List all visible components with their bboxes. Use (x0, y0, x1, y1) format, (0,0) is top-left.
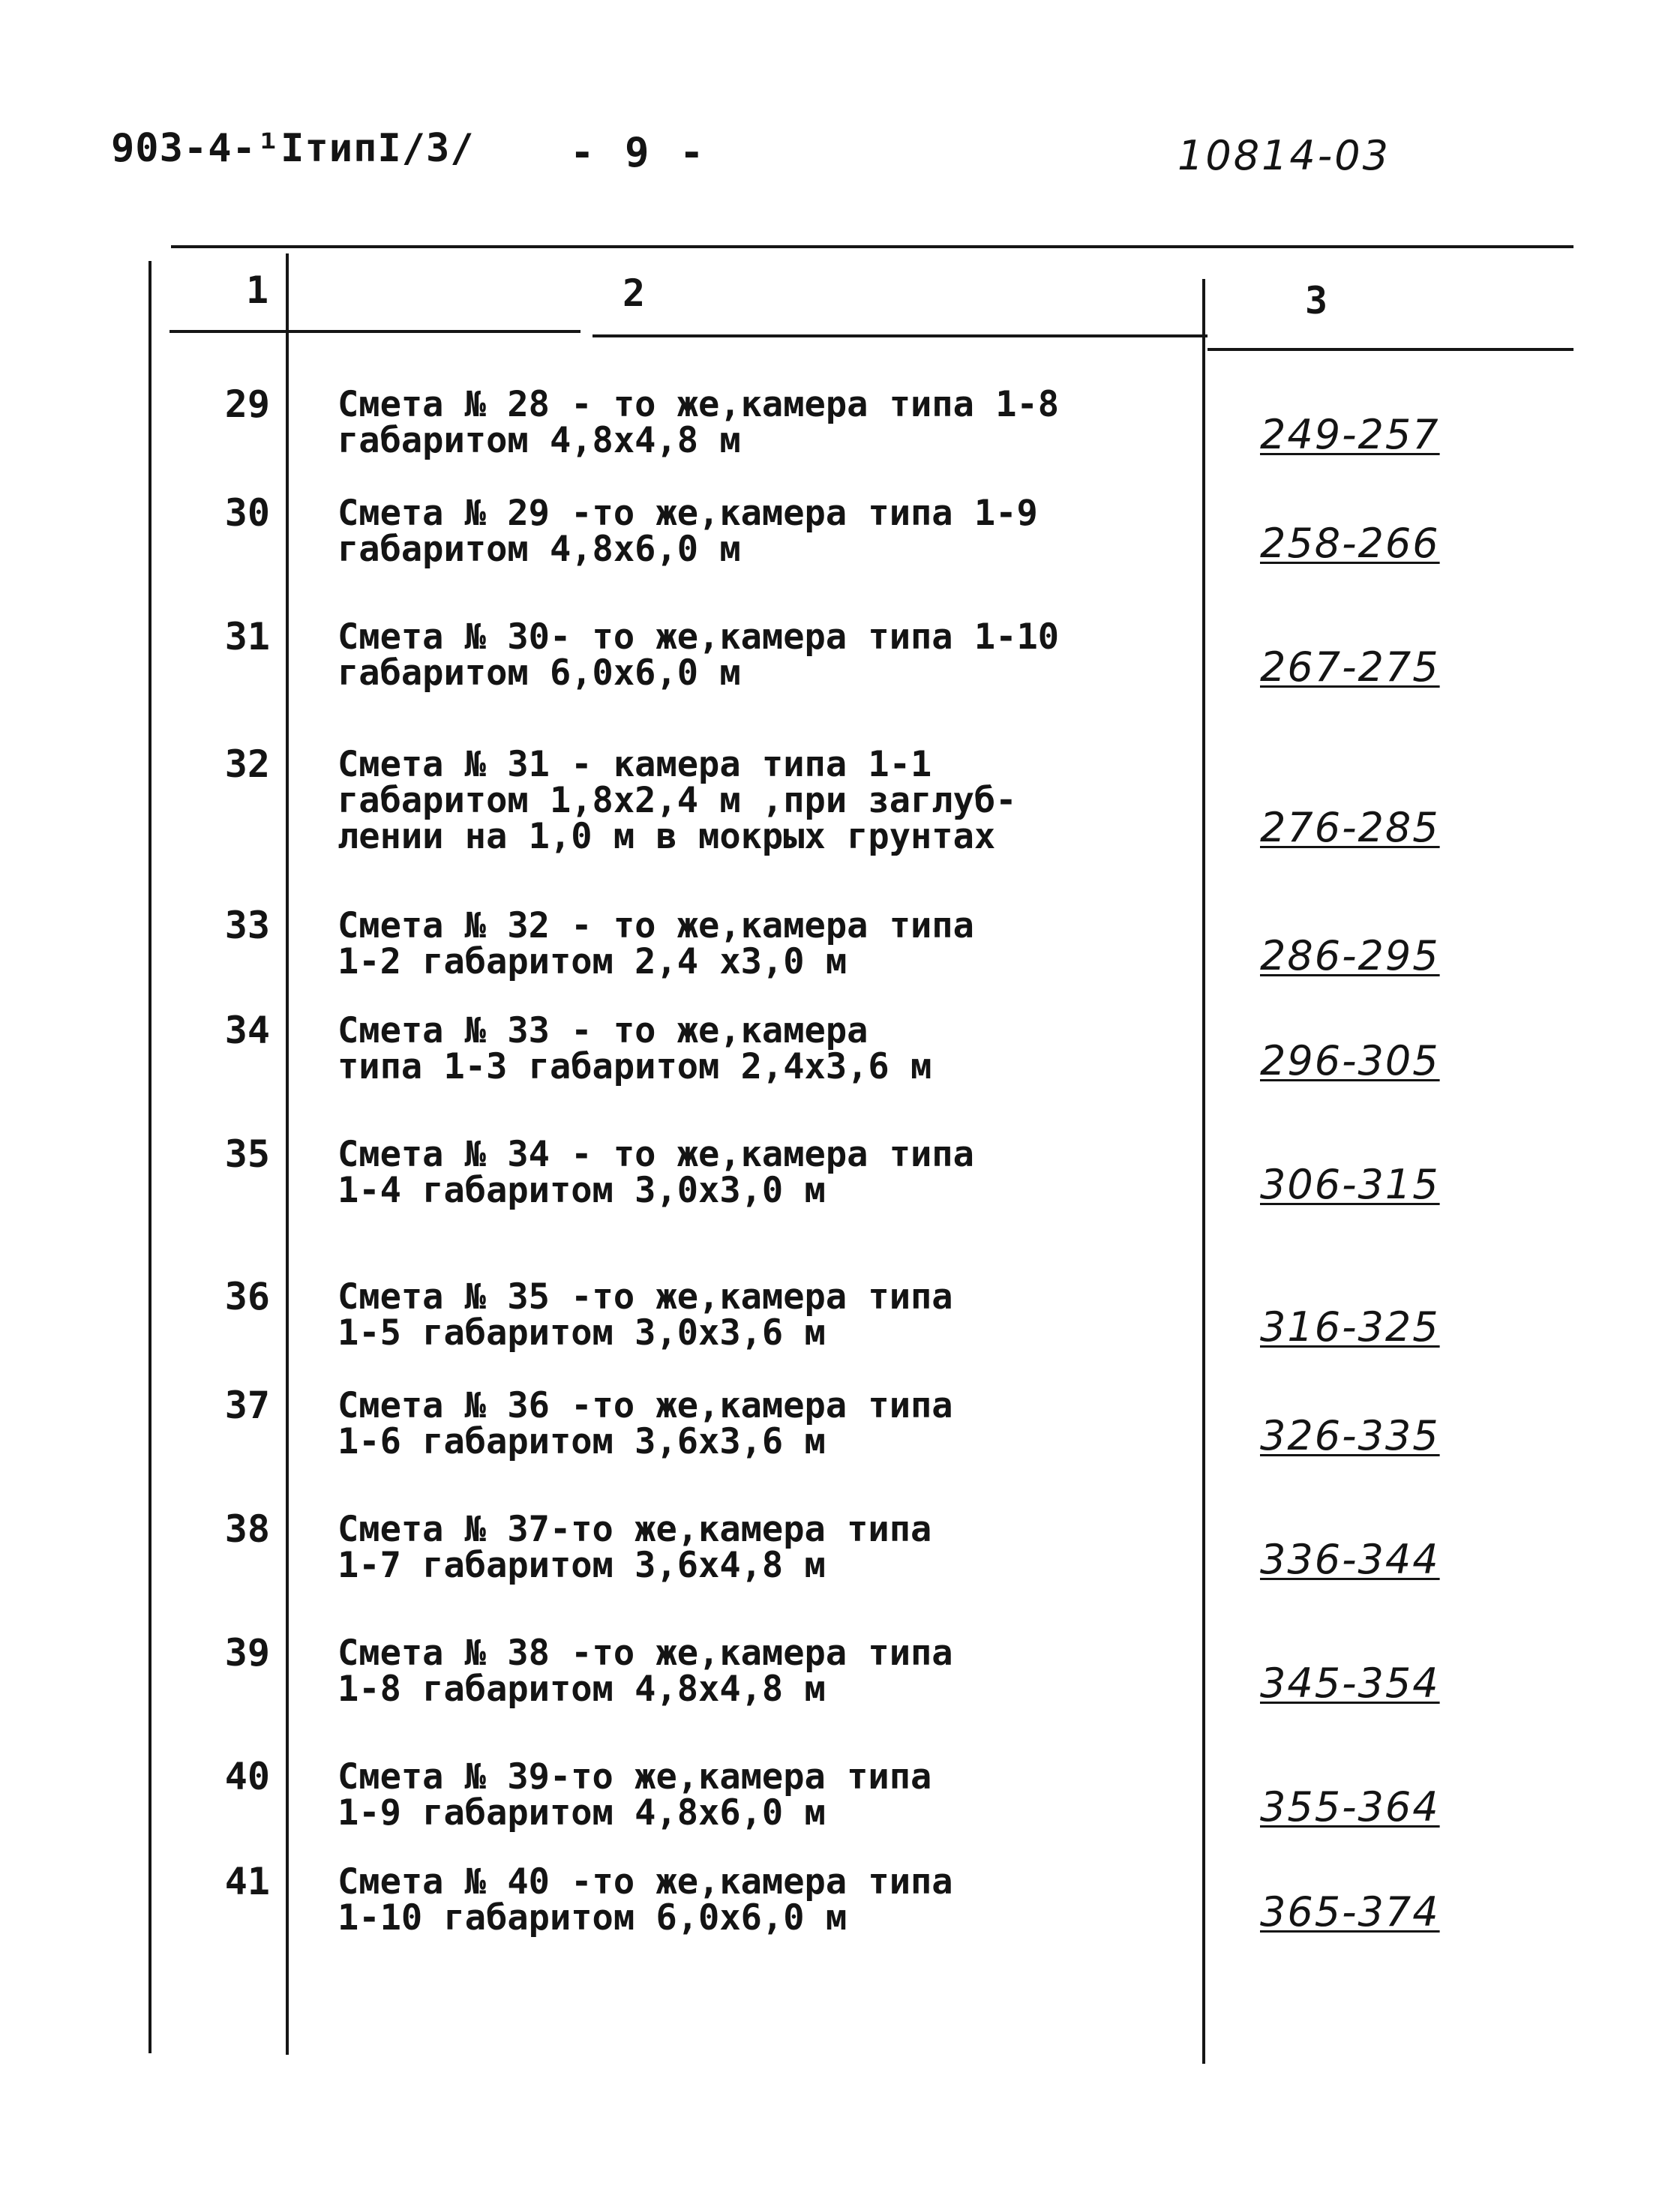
page-range: 336-344 (1260, 1536, 1440, 1583)
description-line: Смета № 28 - то же,камера типа 1-8 (338, 384, 1060, 425)
row-description (338, 1134, 1178, 1211)
archive-number: 10814-03 (1178, 132, 1390, 179)
row-description (338, 1385, 1178, 1462)
table-top-rule (171, 245, 1574, 248)
table-header-rule (170, 330, 580, 333)
table-header-rule (592, 334, 1208, 337)
description-line: 1-6 габаритом 3,6x3,6 м (338, 1421, 826, 1462)
row-number: 35 (224, 1132, 270, 1176)
document-code: 903-4-¹ІтипІ/3/ (111, 126, 475, 171)
page-range: 345-354 (1260, 1660, 1440, 1707)
description-line: Смета № 33 - то же,камера (338, 1010, 868, 1051)
page-range: 267-275 (1260, 643, 1440, 691)
row-description (338, 744, 1178, 857)
page-range: 258-266 (1260, 520, 1440, 567)
row-number: 29 (224, 382, 270, 426)
description-line: 1-4 габаритом 3,0x3,0 м (338, 1170, 826, 1211)
page-number: - 9 - (570, 129, 707, 176)
row-number: 41 (224, 1860, 270, 1903)
row-number: 39 (224, 1631, 270, 1675)
description-line: габаритом 1,8x2,4 м ,при заглуб- (338, 780, 1017, 821)
row-description (338, 1010, 1178, 1087)
row-description (338, 1509, 1178, 1586)
row-number: 31 (224, 615, 270, 658)
row-description (338, 1861, 1178, 1939)
description-line: 1-5 габаритом 3,0x3,6 м (338, 1312, 826, 1354)
page-range: 326-335 (1260, 1412, 1440, 1459)
table-header-rule (1208, 348, 1574, 351)
row-description (338, 493, 1178, 570)
column-number-2: 2 (622, 271, 646, 315)
description-line: лении на 1,0 м в мокрых грунтах (338, 816, 996, 857)
description-line: Смета № 36 -то же,камера типа (338, 1385, 953, 1426)
description-line: Смета № 29 -то же,камера типа 1-9 (338, 493, 1038, 534)
row-number: 40 (224, 1755, 270, 1798)
description-line: 1-8 габаритом 4,8x4,8 м (338, 1669, 826, 1710)
page-range: 296-305 (1260, 1037, 1440, 1084)
page-range: 306-315 (1260, 1161, 1440, 1208)
description-line: 1-2 габаритом 2,4 x3,0 м (338, 941, 848, 982)
description-line: Смета № 32 - то же,камера типа (338, 905, 974, 946)
description-line: Смета № 30- то же,камера типа 1-10 (338, 616, 1060, 658)
description-line: Смета № 38 -то же,камера типа (338, 1633, 953, 1674)
row-number: 36 (224, 1275, 270, 1318)
column-number-1: 1 (246, 268, 269, 312)
table-left-border (148, 261, 152, 2053)
row-number: 37 (224, 1384, 270, 1427)
description-line: Смета № 31 - камера типа 1-1 (338, 744, 932, 785)
description-line: Смета № 37-то же,камера типа (338, 1509, 932, 1550)
description-line: Смета № 35 -то же,камера типа (338, 1276, 953, 1318)
row-description (338, 905, 1178, 982)
row-description (338, 384, 1178, 461)
description-line: габаритом 6,0x6,0 м (338, 652, 741, 694)
description-line: Смета № 40 -то же,камера типа (338, 1861, 953, 1903)
page-range: 249-257 (1260, 411, 1440, 458)
description-line: габаритом 4,8x4,8 м (338, 420, 741, 461)
page-range: 276-285 (1260, 804, 1440, 851)
description-line: 1-7 габаритом 3,6x4,8 м (338, 1545, 826, 1586)
row-number: 32 (224, 742, 270, 786)
page-range: 316-325 (1260, 1303, 1440, 1351)
row-number: 38 (224, 1507, 270, 1551)
description-line: габаритом 4,8x6,0 м (338, 529, 741, 570)
row-description (338, 1756, 1178, 1834)
column-divider (1202, 279, 1205, 2064)
description-line: типа 1-3 габаритом 2,4x3,6 м (338, 1046, 932, 1087)
row-description (338, 616, 1178, 694)
row-description (338, 1633, 1178, 1710)
description-line: Смета № 34 - то же,камера типа (338, 1134, 974, 1175)
row-number: 30 (224, 491, 270, 535)
column-number-3: 3 (1305, 279, 1328, 322)
page-range: 286-295 (1260, 932, 1440, 979)
page-range: 365-374 (1260, 1888, 1440, 1936)
row-description (338, 1276, 1178, 1354)
row-number: 33 (224, 904, 270, 947)
page-range: 355-364 (1260, 1783, 1440, 1831)
description-line: Смета № 39-то же,камера типа (338, 1756, 932, 1798)
description-line: 1-10 габаритом 6,0x6,0 м (338, 1897, 848, 1939)
column-divider (286, 253, 289, 2055)
description-line: 1-9 габаритом 4,8x6,0 м (338, 1792, 826, 1834)
row-number: 34 (224, 1009, 270, 1052)
